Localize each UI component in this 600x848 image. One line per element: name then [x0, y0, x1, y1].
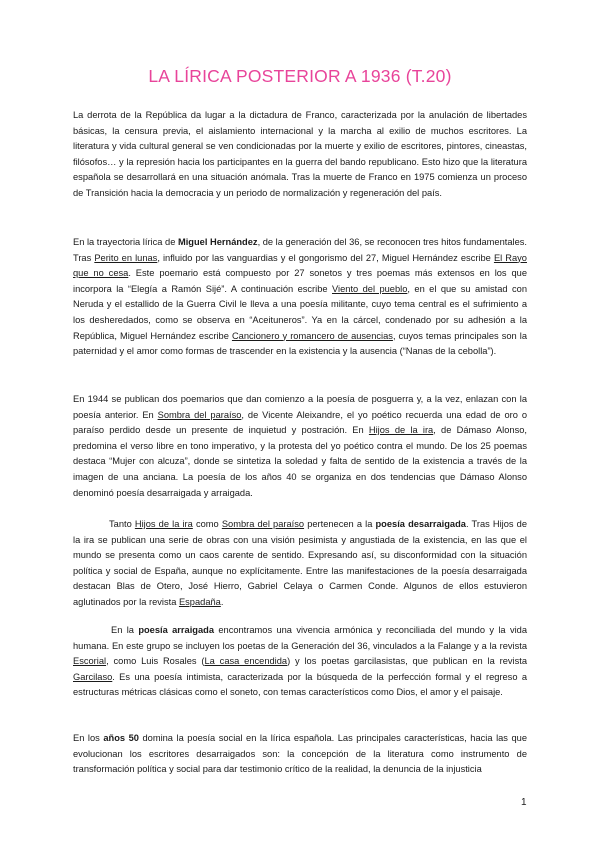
work-hijos-de-la-ira-2: Hijos de la ira	[134, 519, 193, 529]
work-sombra-del-paraiso: Sombra del paraíso	[157, 409, 242, 420]
journal-escorial: Escorial	[73, 656, 107, 667]
paragraph-poesia-arraigada: En la poesía arraigada encontramos una vivencia armónica y reconciliada del mundo y la vida humana. En este grupo se incluyen los poetas de la Generación del 36, vinculados a la Falange y a la revista Escorial, como Luis Rosales (La casa encendida) y los poetas garcilasistas, que publican en la revista Garcilaso. Es una poesía intimista, caracterizada por la búsqueda de la perfección formal y el regreso a estructuras métricas clásicas como el soneto, con temas característicos como Dios, el amor y el paisaje.	[73, 625, 527, 698]
journal-garcilaso: Garcilaso	[73, 671, 113, 682]
paragraph-anos-50: En los años 50 domina la poesía social en la lírica española. Las principales características, hacia las que evolucionan los escritores desarraigados son: la concepción de la literatura como instrumento de transformación política y social para dar testimonio crítico de la realidad, la denuncia de la injusticia	[73, 733, 528, 775]
work-perito-en-lunas: Perito en lunas	[94, 252, 158, 263]
work-viento-del-pueblo: Viento del pueblo	[332, 283, 408, 294]
work-cancionero-y-romancero: Cancionero y romancero de ausencias	[231, 330, 393, 341]
author-miguel-hernandez: Miguel Hernández	[177, 237, 258, 247]
term-poesia-arraigada: poesía arraigada	[138, 625, 214, 635]
page-title: LA LÍRICA POSTERIOR A 1936 (T.20)	[148, 66, 452, 86]
work-el-rayo-que-no-cesa: El Rayo que no cesa	[73, 252, 527, 279]
work-hijos-de-la-ira: Hijos de la ira	[368, 425, 434, 436]
term-anos-50: años 50	[103, 733, 139, 743]
paragraph-1944: En 1944 se publican dos poemarios que dan comienzo a la poesía de posguerra y, a la vez, enlazan con la poesía anterior. En Sombra del paraíso, de Vicente Aleixandre, el yo poético recuerda una edad de oro o paraíso perdido desde un presente de inquietud y postración. En Hijos de la ira, de Dámaso Alonso, predomina el verso libre en tono imperativo, y la protesta del yo poético contra el mundo. De los 25 poemas destaca “Mujer con alcuza”, donde se sintetiza la soledad y falta de sentido de la existencia a través de la imagen de una anciana. La poesía de los años 40 se organiza en dos tendencias que Dámaso Alonso denominó poesía desarraigada y arraigada.	[73, 394, 527, 498]
paragraph-miguel-hernandez: En la trayectoria lírica de Miguel Hernández, de la generación del 36, se reconocen tres hitos fundamentales. Tras Perito en lunas, influido por las vanguardias y el gongorismo del 27, Miguel Hernández escribe El Rayo que no cesa. Este poemario está compuesto por 27 sonetos y tres poemas más extensos en los que incorpora la “Elegía a Ramón Sijé”. A continuación escribe Viento del pueblo, en el que su amistad con Neruda y el estallido de la Guerra Civil le lleva a una poesía militante, cuyo tema central es el sufrimiento a los desheredados, como se observa en “Aceituneros”. Ya en la cárcel, condenado por su adhesión a la República, Miguel Hernández escribe Cancionero y romancero de ausencias, cuyos temas principales son la paternidad y el amor como formas de trascender en la existencia y la ausencia (“Nanas de la cebolla”).	[73, 237, 528, 357]
work-sombra-del-paraiso-2: Sombra del paraíso	[221, 519, 305, 529]
work-la-casa-encendida: La casa encendida	[204, 656, 288, 667]
page-number: 1	[521, 797, 527, 808]
journal-espadana: Espadaña	[178, 596, 221, 607]
paragraph-poesia-desarraigada: Tanto Hijos de la ira como Sombra del paraíso pertenecen a la poesía desarraigada. Tras Hijos de la ira se publican una serie de obras con una visión pesimista y angustiada de la existencia, en las que el mundo se presenta como un caos carente de sentido. Expresando así, su disconformidad con la situación política y social de España, aunque no explícitamente. Entre las manifestaciones de la poesía desarraigada destacan Blas de Otero, José Hierro, Gabriel Celaya o Carmen Conde. Algunos de ellos estuvieron aglutinados por la revista Espadaña.	[73, 519, 528, 607]
paragraph-intro: La derrota de la República da lugar a la dictadura de Franco, caracterizada por la anulación de libertades básicas, la censura previa, el aislamiento internacional y la marcha al exilio de muchos escritores. La literatura y vida cultural general se ven condicionadas por la muerte y exilio de escritores, pintores, cineastas, filósofos… y la represión hacia los participantes en la guerra del bando republicano. Esto hizo que la literatura española se desarrollará en una situación anómala. Tras la muerte de Franco en 1975 comienza un proceso de Transición hacia la democracia y un periodo de normalización y regeneración del país.	[73, 110, 527, 198]
term-poesia-desarraigada: poesía desarraigada	[375, 519, 466, 529]
